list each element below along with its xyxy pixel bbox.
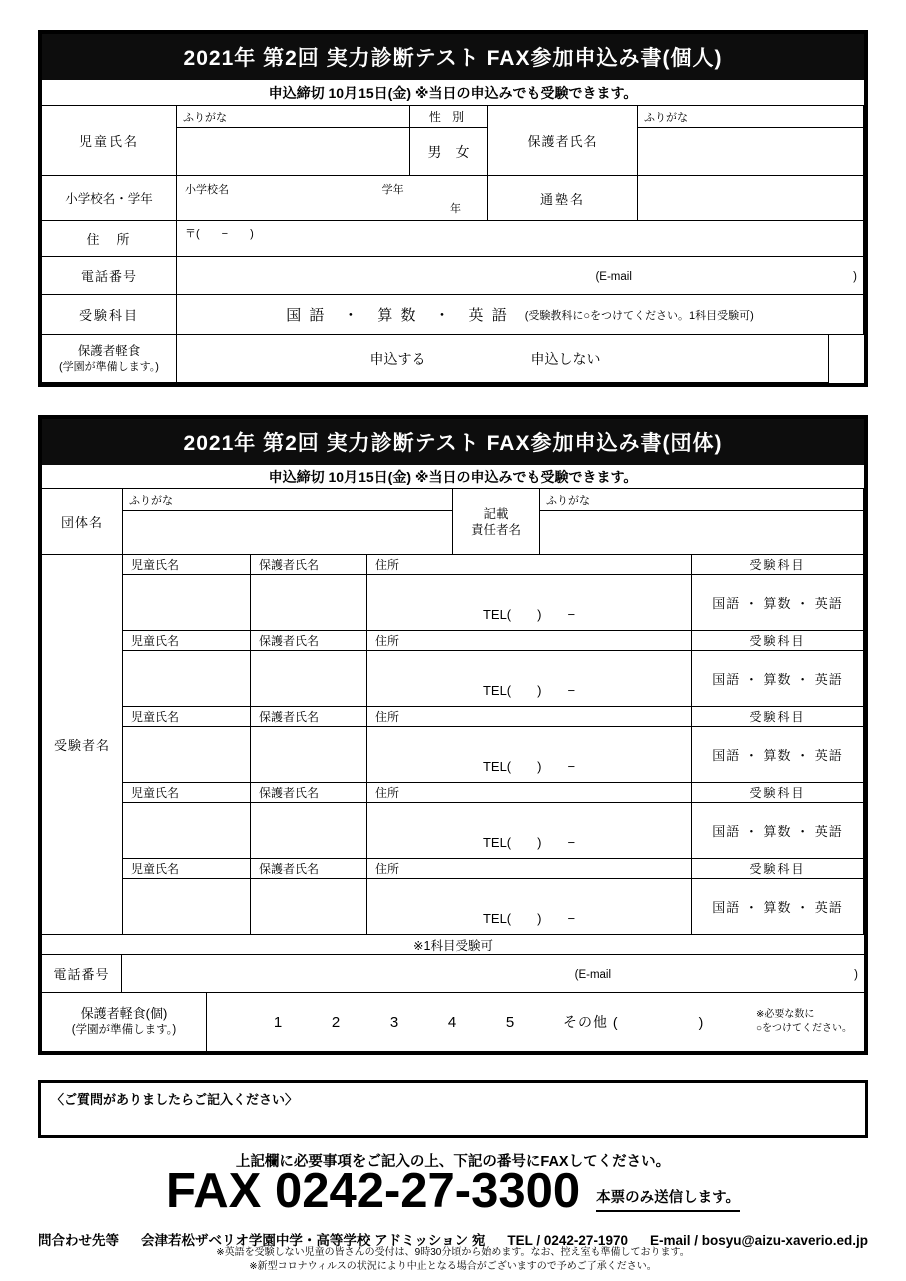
table-row <box>123 803 864 859</box>
question-box[interactable] <box>38 1080 868 1138</box>
guardian-name-input[interactable] <box>251 879 367 935</box>
guardian-name-input[interactable] <box>251 575 367 631</box>
grade-label: 学年 <box>381 184 404 196</box>
contact-school-name: 会津若松ザベリオ学園中学・高等学校 アドミッション 宛 <box>141 1233 486 1248</box>
address-input[interactable] <box>367 651 692 707</box>
meal-other-close: ) <box>698 1014 704 1030</box>
guardian-name-input[interactable] <box>251 727 367 783</box>
subjects-options[interactable]: 国 語 ・ 算 数 ・ 英 語 <box>286 307 509 324</box>
meal-count-option[interactable]: 2 <box>331 1013 341 1031</box>
gender-options[interactable]: 男 女 <box>410 128 488 176</box>
group-form-table <box>38 415 868 1055</box>
fax-instruction: 上記欄に必要事項をご記入の上、下記の番号にFAXしてください。 <box>235 1154 671 1170</box>
table-row <box>123 879 864 935</box>
group-phone-row <box>42 955 864 993</box>
child-name-header: 児童氏名 <box>123 555 251 575</box>
child-name-input[interactable] <box>177 128 410 176</box>
meal-label-line1: 保護者軽食(個) <box>80 1006 168 1021</box>
guardian-name-header: 保護者氏名 <box>251 707 367 727</box>
address-header: 住所 <box>367 707 692 727</box>
examinees-label: 受験者名 <box>42 555 123 935</box>
meal-count-option[interactable]: 3 <box>389 1013 399 1031</box>
group-form-title: 2021年 第2回 実力診断テスト FAX参加申込み書(団体) <box>42 419 864 465</box>
meal-count-options <box>207 993 864 1051</box>
contact-email: E-mail / bosyu@aizu-xaverio.ed.jp <box>650 1233 868 1248</box>
juku-input[interactable] <box>638 176 864 221</box>
subjects-label: 受験科目 <box>42 295 177 335</box>
address-input[interactable] <box>367 879 692 935</box>
child-name-label: 児童氏名 <box>42 106 177 176</box>
email-close-label: ) <box>854 969 858 982</box>
phone-label: 電話番号 <box>42 955 122 992</box>
subjects-options[interactable]: 国語 ・ 算数 ・ 英語 <box>692 575 864 631</box>
subjects-cell <box>177 295 864 335</box>
subjects-options[interactable]: 国語 ・ 算数 ・ 英語 <box>692 879 864 935</box>
question-box-label: 〈ご質問がありましたらご記入ください〉 <box>51 1092 299 1107</box>
furigana-label: ふりがな <box>644 112 688 124</box>
address-input[interactable] <box>367 803 692 859</box>
guardian-furigana-cell[interactable] <box>638 106 864 128</box>
address-input[interactable] <box>367 575 692 631</box>
child-name-input[interactable] <box>123 803 251 859</box>
tel-label: TEL( ) − <box>482 759 576 774</box>
furigana-label: ふりがな <box>129 495 173 507</box>
table-row <box>123 651 864 707</box>
child-name-input[interactable] <box>123 651 251 707</box>
address-input[interactable] <box>367 727 692 783</box>
meal-options-cell <box>142 335 829 383</box>
address-header: 住所 <box>367 555 692 575</box>
table-row <box>123 707 864 727</box>
grade-unit-label: 年 <box>450 203 461 215</box>
furigana-label: ふりがな <box>183 112 227 124</box>
child-name-header: 児童氏名 <box>123 859 251 879</box>
phone-input[interactable] <box>122 955 864 992</box>
fax-number-line <box>0 1163 906 1219</box>
table-row <box>123 859 864 879</box>
group-furigana-cell[interactable] <box>123 489 453 511</box>
email-open-label: (E-mail <box>595 271 632 284</box>
address-input[interactable] <box>177 221 864 257</box>
subjects-options[interactable]: 国語 ・ 算数 ・ 英語 <box>692 803 864 859</box>
individual-deadline-note: 申込締切 10月15日(金) ※当日の申込みでも受験できます。 <box>42 80 864 106</box>
individual-form-table <box>38 30 868 387</box>
meal-count-option[interactable]: 1 <box>273 1013 283 1031</box>
contact-prefix: 問合わせ先等 <box>38 1233 119 1248</box>
meal-label <box>42 993 207 1051</box>
address-header: 住所 <box>367 631 692 651</box>
subjects-header: 受験科目 <box>692 631 864 651</box>
guardian-name-input[interactable] <box>251 803 367 859</box>
gender-label: 性 別 <box>410 106 488 128</box>
footnote-2: ※新型コロナウィルスの状況により中止となる場合がございますので予めご了承ください。 <box>249 1261 657 1272</box>
juku-label: 通塾名 <box>488 176 638 221</box>
examinee-rows <box>123 555 864 935</box>
table-row <box>123 727 864 783</box>
meal-note-line2: ○をつけてください。 <box>755 1023 852 1034</box>
child-name-input[interactable] <box>123 727 251 783</box>
phone-input[interactable] <box>177 257 864 295</box>
child-name-input[interactable] <box>123 879 251 935</box>
child-name-header: 児童氏名 <box>123 783 251 803</box>
subjects-header: 受験科目 <box>692 859 864 879</box>
subjects-header: 受験科目 <box>692 555 864 575</box>
school-grade-label: 小学校名・学年 <box>42 176 177 221</box>
postal-code-label: 〒( − ) <box>185 228 254 240</box>
group-name-label: 団体名 <box>42 489 123 555</box>
contact-tel: TEL / 0242-27-1970 <box>507 1233 628 1248</box>
furigana-label: ふりがな <box>546 495 590 507</box>
table-row <box>123 631 864 651</box>
child-name-header: 児童氏名 <box>123 631 251 651</box>
group-meal-row <box>42 993 864 1051</box>
meal-yes-option[interactable]: 申込する <box>369 350 426 367</box>
guardian-name-input[interactable] <box>638 128 864 176</box>
individual-form-title: 2021年 第2回 実力診断テスト FAX参加申込み書(個人) <box>42 34 864 80</box>
address-header: 住所 <box>367 859 692 879</box>
footnotes <box>0 1246 906 1274</box>
tel-label: TEL( ) − <box>482 607 576 622</box>
meal-no-option[interactable]: 申込しない <box>530 350 601 367</box>
guardian-name-header: 保護者氏名 <box>251 783 367 803</box>
meal-count-option[interactable]: 4 <box>447 1013 457 1031</box>
child-name-input[interactable] <box>123 575 251 631</box>
email-open-label: (E-mail <box>574 969 612 982</box>
subjects-note: (受験教科に○をつけてください。1科目受験可) <box>524 309 754 322</box>
group-name-input[interactable] <box>123 511 453 555</box>
fax-number: FAX 0242-27-3300 <box>166 1164 581 1218</box>
school-grade-input[interactable] <box>177 176 488 221</box>
guardian-name-header: 保護者氏名 <box>251 631 367 651</box>
meal-note <box>756 1008 854 1036</box>
tel-label: TEL( ) − <box>482 683 576 698</box>
fax-note: 本票のみ送信します。 <box>596 1186 740 1212</box>
writer-label <box>453 489 540 555</box>
subjects-options[interactable]: 国語 ・ 算数 ・ 英語 <box>692 651 864 707</box>
writer-label-line2: 責任者名 <box>470 522 521 537</box>
school-name-label: 小学校名 <box>185 184 229 196</box>
examinees-section <box>42 555 864 935</box>
writer-label-line1: 記載 <box>483 506 509 521</box>
meal-note-line1: ※必要な数に <box>755 1009 815 1020</box>
one-subject-note: ※1科目受験可 <box>42 935 864 955</box>
writer-furigana-cell[interactable] <box>540 489 864 511</box>
meal-other-option[interactable]: その他 ( <box>563 1014 619 1030</box>
tel-label: TEL( ) − <box>482 911 576 926</box>
group-name-row <box>42 489 864 555</box>
child-furigana-cell[interactable] <box>177 106 410 128</box>
group-deadline-note: 申込締切 10月15日(金) ※当日の申込みでも受験できます。 <box>42 465 864 489</box>
meal-count-option[interactable]: 5 <box>505 1013 515 1031</box>
table-row <box>123 783 864 803</box>
table-row <box>123 575 864 631</box>
subjects-header: 受験科目 <box>692 783 864 803</box>
guardian-name-header: 保護者氏名 <box>251 555 367 575</box>
footnote-1: ※英語を受験しない児童の皆さんの受付は、9時30分頃から始めます。なお、控え室も準備しております。 <box>216 1247 690 1258</box>
writer-name-input[interactable] <box>540 511 864 555</box>
phone-label: 電話番号 <box>42 257 177 295</box>
address-label: 住 所 <box>42 221 177 257</box>
meal-label-line2: (学園が準備します。) <box>71 1024 177 1036</box>
meal-label-line1: 保護者軽食 <box>77 343 141 358</box>
guardian-name-input[interactable] <box>251 651 367 707</box>
meal-label-line2: (学園が準備します。) <box>59 360 159 373</box>
table-row <box>123 555 864 575</box>
subjects-options[interactable]: 国語 ・ 算数 ・ 英語 <box>692 727 864 783</box>
tel-label: TEL( ) − <box>482 835 576 850</box>
subjects-header: 受験科目 <box>692 707 864 727</box>
guardian-name-header: 保護者氏名 <box>251 859 367 879</box>
guardian-name-label: 保護者氏名 <box>488 106 638 176</box>
child-name-header: 児童氏名 <box>123 707 251 727</box>
address-header: 住所 <box>367 783 692 803</box>
email-close-label: ) <box>853 271 857 284</box>
